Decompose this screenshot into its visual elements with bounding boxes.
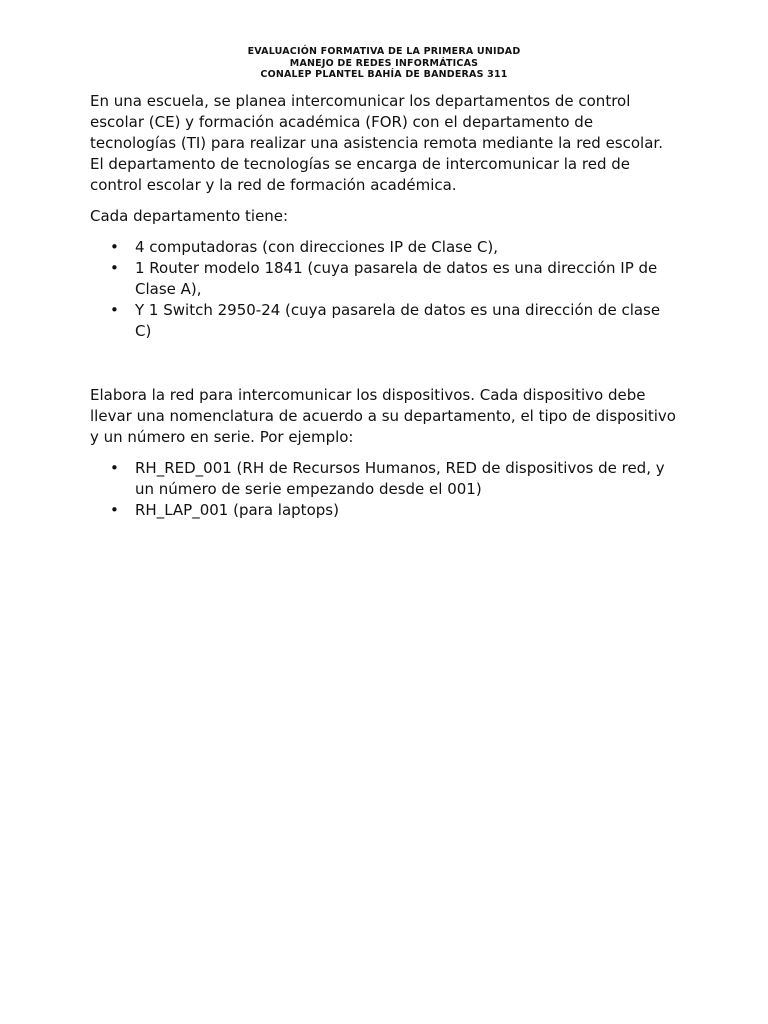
bullet-icon: • (110, 459, 119, 477)
list-item-text: RH_RED_001 (RH de Recursos Humanos, RED de dispositivos de red, y un número de serie empezando desde el 001) (135, 459, 665, 498)
list-item-text: 4 computadoras (con direcciones IP de Clase C), (135, 238, 499, 256)
instructions-paragraph: Elabora la red para intercomunicar los dispositivos. Cada dispositivo debe llevar una nomenclatura de acuerdo a su departamento, el tipo de dispositivo y un número en serie. Por ejemplo: (90, 386, 676, 446)
bullet-icon: • (110, 301, 119, 319)
list-item-text: 1 Router modelo 1841 (cuya pasarela de datos es una dirección IP de Clase A), (135, 259, 658, 298)
bullet-icon: • (110, 259, 119, 277)
list-item-text: Y 1 Switch 2950-24 (cuya pasarela de datos es una dirección de clase C) (135, 301, 661, 340)
list-item (90, 258, 680, 300)
header-subject: MANEJO DE REDES INFORMÁTICAS (289, 57, 479, 69)
naming-examples-list (90, 458, 680, 521)
list-item (90, 300, 680, 342)
list-item-text: RH_LAP_001 (para laptops) (135, 501, 339, 519)
department-equipment-list (90, 237, 680, 342)
bullet-icon: • (110, 501, 119, 519)
list-item (90, 237, 680, 258)
list-item (90, 500, 680, 521)
bullet-icon: • (110, 238, 119, 256)
document-header (0, 46, 768, 81)
department-list-intro: Cada departamento tiene: (90, 207, 289, 225)
intro-paragraph: En una escuela, se planea intercomunicar los departamentos de control escolar (CE) y formación académica (FOR) con el departamento de tecnologías (TI) para realizar una asistencia remota mediante la red escolar. El departamento de tecnologías se encarga de intercomunicar la red de control escolar y la red de formación académica. (90, 92, 663, 194)
list-item (90, 458, 680, 500)
document-body (90, 91, 680, 521)
header-school: CONALEP PLANTEL BAHÍA DE BANDERAS 311 (260, 69, 508, 80)
header-title: EVALUACIÓN FORMATIVA DE LA PRIMERA UNIDAD (247, 46, 521, 57)
